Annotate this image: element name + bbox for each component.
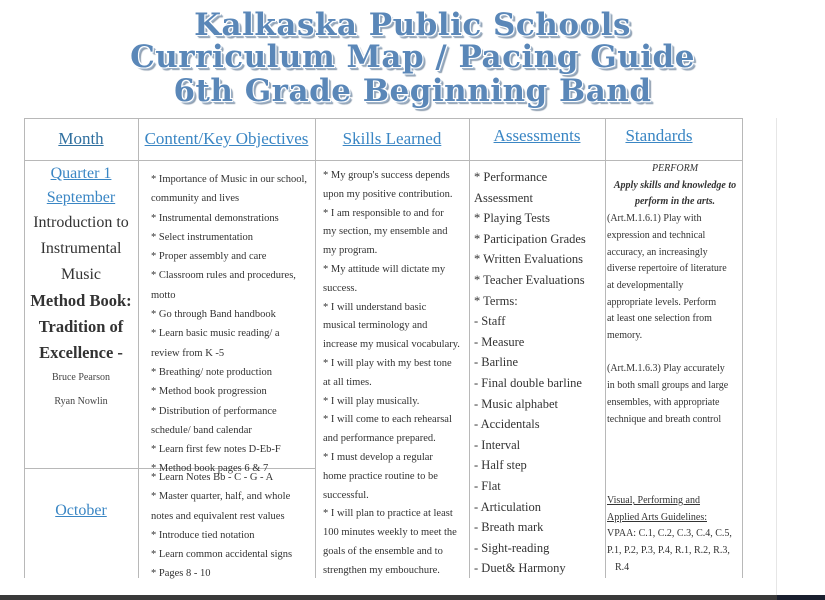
list-item: * I must develop a regular (323, 451, 433, 463)
guidelines-cell (607, 493, 743, 577)
vpaa-line-2: P.1, P.2, P.3, P.4, R.1, R.2, R.3, (607, 545, 730, 557)
header-standards: Standards (625, 126, 693, 145)
header-content: Content/Key Objectives (144, 129, 309, 148)
list-item: * My group's success depends (323, 170, 450, 181)
unit-line-3: Music (61, 266, 101, 283)
scan-edge (0, 595, 777, 600)
standard-line: accuracy, an increasingly (607, 246, 708, 258)
standard-line: appropriate levels. Perform (607, 296, 717, 308)
list-item: musical terminology and (323, 320, 428, 332)
standards-cell (607, 161, 743, 428)
list-item: * I will play with my best tone (323, 357, 452, 369)
perform-desc-2: perform in the arts. (634, 196, 715, 208)
list-item: - Measure (474, 334, 525, 349)
list-item: 100 minutes weekly to meet the (323, 527, 457, 539)
standard-line: at developmentally (607, 279, 684, 291)
list-item: - Music alphabet (474, 396, 559, 411)
list-item: * Participation Grades (474, 231, 586, 246)
standard-line: in both small groups and large (607, 380, 729, 392)
list-item: - Articulation (474, 499, 541, 514)
list-item: my program. (323, 245, 378, 257)
list-item: * Method book pages 6 & 7 (151, 463, 269, 475)
list-item: - Flat (474, 478, 501, 493)
list-item: successful. (323, 489, 369, 501)
september-label: September (46, 189, 116, 206)
list-item: * Importance of Music in our school, (151, 174, 308, 185)
perform-desc-1: Apply skills and knowledge to (613, 179, 737, 191)
month-cell-september (22, 162, 140, 414)
list-item: * Terms: (474, 293, 518, 308)
list-item: * Select instrumentation (151, 231, 254, 243)
list-item: * I will play musically. (323, 395, 420, 407)
standard-line: at least one selection from (607, 313, 712, 325)
list-item: success. (323, 282, 358, 294)
list-item: * Go through Band handbook (151, 309, 276, 321)
author-1: Bruce Pearson (51, 372, 111, 383)
list-item: * Pages 8 - 10 (151, 568, 211, 580)
method-book-line-1: Method Book: (30, 291, 132, 310)
guidelines-title-1: Visual, Performing and (607, 495, 700, 506)
list-item: Assessment (474, 190, 534, 205)
list-item: * Master quarter, half, and whole (151, 491, 291, 503)
list-item: schedule/ band calendar (151, 424, 252, 436)
school-title: Kalkaska Public Schools (194, 7, 631, 43)
table-top-border (24, 118, 742, 119)
unit-line-2: Instrumental (40, 240, 122, 257)
standard-line: technique and breath control (607, 413, 722, 425)
list-item: * I will come to each rehearsal (323, 414, 452, 426)
header-skills: Skills Learned (342, 129, 442, 148)
list-item: * I will understand basic (323, 301, 427, 313)
list-item: * Distribution of performance (151, 405, 277, 417)
list-item: - Final double barline (474, 375, 582, 390)
list-item: * My attitude will dictate my (323, 263, 446, 275)
skills-list (323, 167, 471, 581)
list-item: community and lives (151, 193, 240, 205)
assessments-list (474, 167, 608, 579)
standard-line: (Art.M.1.6.1) Play with (607, 213, 702, 225)
list-item: review from K -5 (151, 347, 225, 359)
standard-line: expression and technical (607, 229, 706, 241)
list-item: * Instrumental demonstrations (151, 212, 279, 224)
list-item: * I am responsible to and for (323, 207, 444, 219)
content-september (151, 170, 316, 479)
list-item: * Introduce tied notation (151, 529, 255, 541)
standard-line: memory. (607, 330, 643, 342)
list-item: - Staff (474, 314, 506, 329)
header-month: Month (58, 129, 104, 148)
page-edge (776, 118, 777, 596)
perform-heading: PERFORM (651, 163, 699, 174)
author-2: Ryan Nowlin (54, 396, 108, 407)
unit-line-1: Introduction to (33, 214, 129, 231)
standard-line: diverse repertoire of literature (607, 263, 727, 275)
standard-line: (Art.M.1.6.3) Play accurately (607, 363, 725, 375)
list-item: goals of the ensemble and to (323, 545, 443, 557)
list-item: increase my musical vocabulary. (323, 339, 460, 351)
list-item: * Learn common accidental signs (151, 549, 293, 561)
list-item: home practice routine to be (323, 470, 438, 482)
list-item: strengthen my embouchure. (323, 564, 440, 576)
list-item: * Learn Notes Bb - C - G - A (151, 472, 274, 483)
list-item: notes and equivalent rest values (151, 510, 285, 522)
list-item: * Teacher Evaluations (474, 272, 585, 287)
vpaa-line-3: R.4 (615, 561, 630, 573)
list-item: - Barline (474, 355, 519, 370)
list-item: at all times. (323, 376, 372, 388)
month-cell-october (22, 499, 140, 523)
list-item: * Learn first few notes D-Eb-F (151, 444, 281, 456)
list-item: motto (151, 289, 176, 301)
list-item: - Sight-reading (474, 540, 550, 555)
list-item: * Learn basic music reading/ a (151, 328, 280, 340)
list-item: - Interval (474, 437, 521, 452)
list-item: * Method book progression (151, 386, 267, 398)
list-item: * Classroom rules and procedures, (151, 270, 296, 282)
october-label: October (55, 502, 107, 519)
list-item: upon my positive contribution. (323, 188, 453, 200)
list-item: * Playing Tests (474, 211, 550, 226)
content-october (151, 468, 316, 584)
list-item: - Half step (474, 458, 527, 473)
quarter-label: Quarter 1 (50, 165, 112, 182)
list-item: * I will plan to practice at least (323, 508, 453, 520)
spacer (607, 345, 743, 362)
scan-edge-right (777, 595, 825, 600)
list-item: - Accidentals (474, 417, 540, 432)
list-item: * Performance (474, 170, 548, 184)
vpaa-line-1: VPAA: C.1, C.2, C.3, C.4, C.5, (607, 528, 732, 540)
list-item: - Duet& Harmony (474, 561, 566, 576)
method-book-line-2: Tradition of (38, 317, 124, 336)
list-item: - Breath mark (474, 520, 544, 535)
header-assessments: Assessments (493, 126, 581, 145)
method-book-line-3: Excellence - (39, 343, 123, 362)
course-title: 6th Grade Beginning Band (173, 73, 652, 109)
guidelines-title-2: Applied Arts Guidelines: (607, 511, 707, 523)
list-item: * Breathing/ note production (151, 366, 273, 378)
list-item: and performance prepared. (323, 433, 436, 445)
standard-line: ensembles, with appropriate (607, 396, 720, 408)
list-item: * Proper assembly and care (151, 251, 267, 263)
document-title: Curriculum Map / Pacing Guide (130, 39, 695, 75)
list-item: * Written Evaluations (474, 252, 583, 267)
list-item: my section, my ensemble and (323, 226, 448, 238)
